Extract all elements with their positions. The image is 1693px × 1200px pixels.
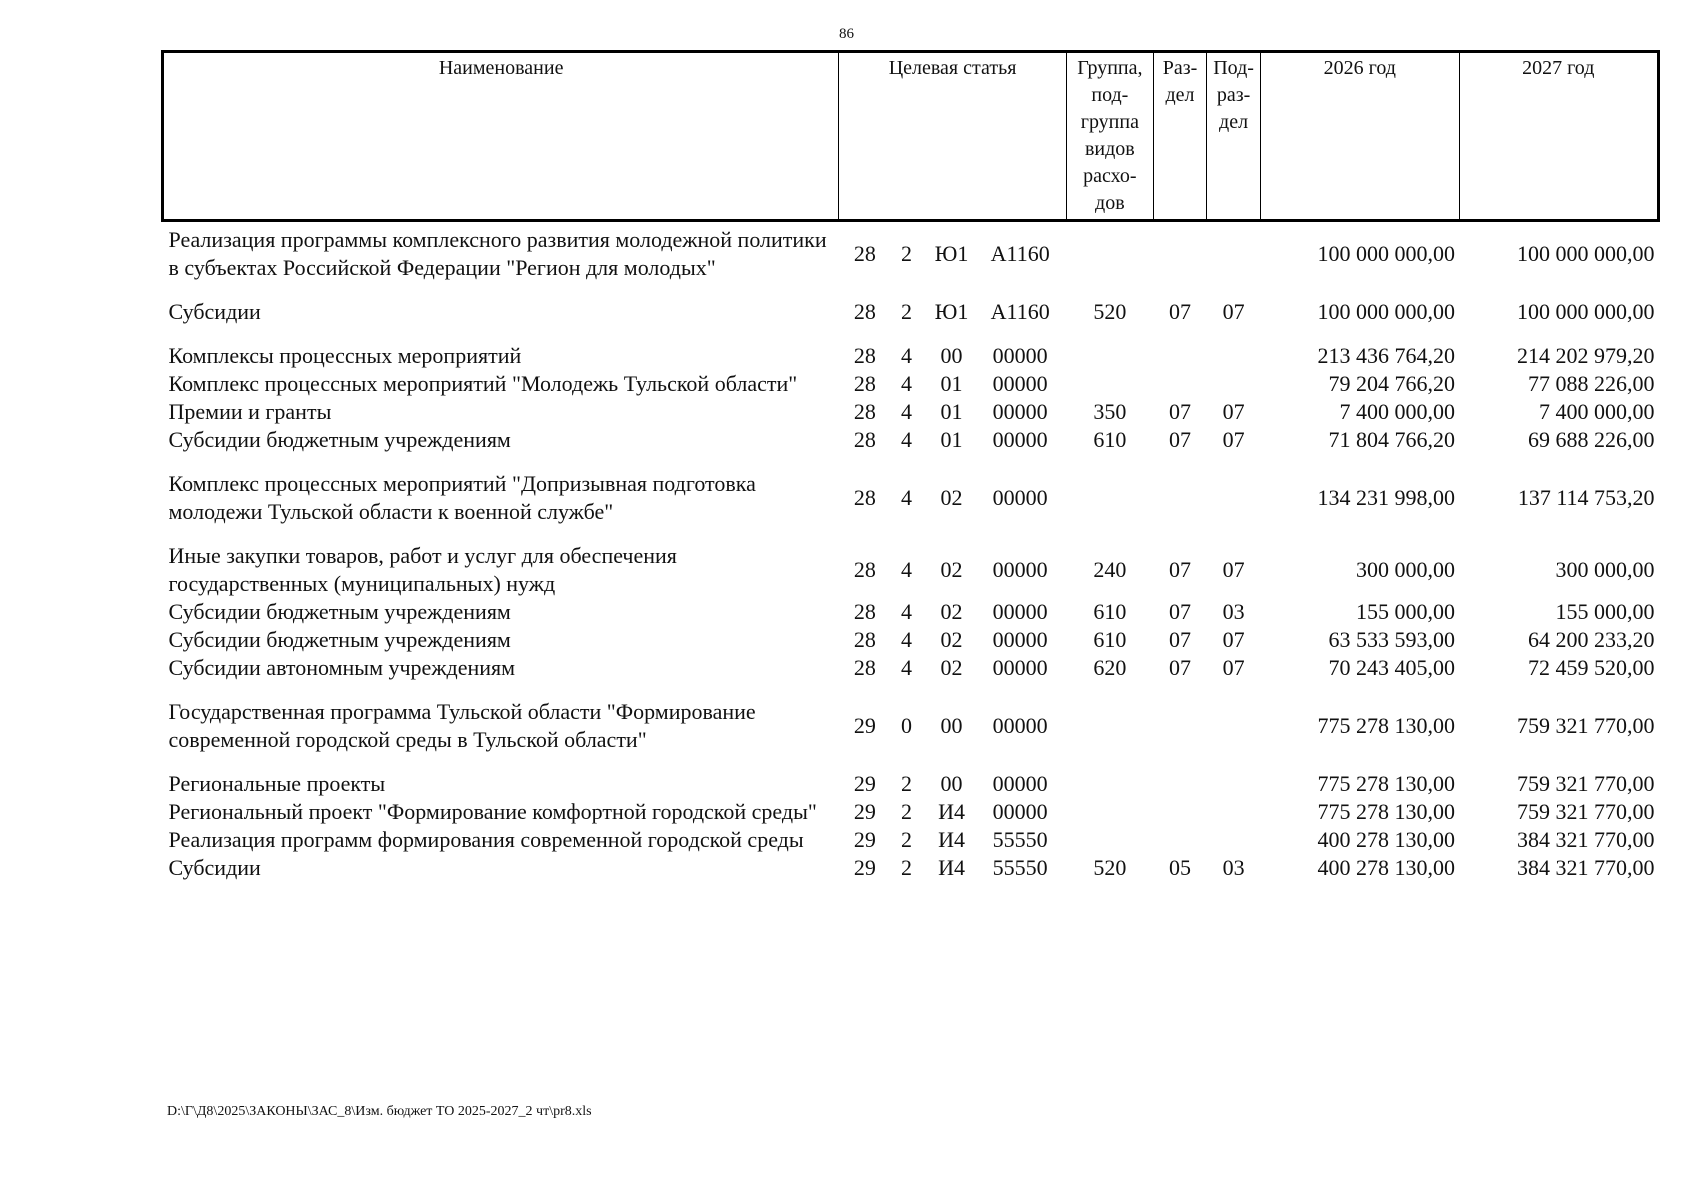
code-project: 02 (940, 627, 963, 652)
section (1153, 698, 1206, 770)
table-header-row (163, 52, 1659, 221)
code-program: 29 (853, 771, 876, 796)
row-name: Субсидии (168, 299, 261, 324)
table-row (163, 221, 1659, 299)
code-direction: А1160 (990, 299, 1050, 324)
header-group: Группа, под-группа видов расхо-дов (1066, 52, 1153, 221)
section: 07 (1168, 627, 1191, 652)
amount-2026: 213 436 764,20 (1317, 343, 1456, 368)
code-subprogram: 0 (900, 713, 912, 738)
code-subprogram: 4 (900, 627, 912, 652)
code-direction: 00000 (992, 399, 1048, 424)
section (1153, 770, 1206, 798)
table-row (163, 370, 1659, 398)
code-program: 29 (853, 855, 876, 880)
subsection: 07 (1222, 627, 1245, 652)
header-name: Наименование (163, 52, 839, 221)
code-project: 02 (940, 599, 963, 624)
table-row (163, 826, 1659, 854)
code-project: 01 (940, 399, 963, 424)
code-subprogram: 2 (900, 299, 912, 324)
code-subprogram: 4 (900, 485, 912, 510)
section: 07 (1168, 399, 1191, 424)
row-name: Субсидии бюджетным учреждениям (168, 427, 511, 452)
code-subprogram: 4 (900, 655, 912, 680)
section (1153, 370, 1206, 398)
subsection (1207, 342, 1261, 370)
amount-2027: 759 321 770,00 (1517, 771, 1655, 796)
code-program: 29 (853, 713, 876, 738)
code-program: 28 (853, 485, 876, 510)
table-row (163, 598, 1659, 626)
subsection (1207, 798, 1261, 826)
code-program: 28 (853, 599, 876, 624)
section: 07 (1168, 557, 1191, 582)
header-year-2026: 2026 год (1261, 52, 1459, 221)
amount-2027: 137 114 753,20 (1517, 485, 1655, 510)
amount-2027: 64 200 233,20 (1528, 627, 1655, 652)
code-program: 29 (853, 799, 876, 824)
header-section: Раз-дел (1153, 52, 1206, 221)
table-body (163, 221, 1659, 883)
section: 07 (1168, 655, 1191, 680)
code-program: 28 (853, 627, 876, 652)
section: 07 (1168, 427, 1191, 452)
code-program: 29 (853, 827, 876, 852)
table-row (163, 426, 1659, 470)
subsection: 07 (1222, 655, 1245, 680)
row-name: Субсидии (168, 855, 261, 880)
expense-group: 520 (1093, 299, 1127, 324)
code-direction: А1160 (990, 241, 1050, 266)
code-project: 02 (940, 557, 963, 582)
code-subprogram: 2 (900, 827, 912, 852)
code-direction: 00000 (992, 485, 1048, 510)
row-name: Региональный проект "Формирование комфортной городской среды" (168, 799, 817, 824)
code-direction: 00000 (992, 771, 1048, 796)
section: 07 (1168, 299, 1191, 324)
row-name: Субсидии бюджетным учреждениям (168, 599, 511, 624)
code-direction: 00000 (992, 557, 1048, 582)
expense-group: 350 (1093, 399, 1127, 424)
code-subprogram: 2 (900, 771, 912, 796)
row-name: Комплекс процессных мероприятий "Молодежь Тульской области" (168, 371, 798, 396)
code-project: И4 (938, 827, 965, 852)
amount-2027: 77 088 226,00 (1528, 371, 1655, 396)
amount-2027: 100 000 000,00 (1517, 241, 1655, 266)
section: 07 (1168, 599, 1191, 624)
amount-2026: 7 400 000,00 (1339, 399, 1456, 424)
footer-file-path: D:\Г\Д8\2025\ЗАКОНЫ\ЗАС_8\Изм. бюджет ТО 2025-2027_2 чт\pr8.xls (167, 1104, 592, 1119)
expense-group: 610 (1093, 427, 1127, 452)
expense-group: 240 (1093, 557, 1127, 582)
code-subprogram: 2 (900, 241, 912, 266)
code-direction: 55550 (992, 827, 1048, 852)
code-subprogram: 2 (900, 799, 912, 824)
code-project: 02 (940, 485, 963, 510)
table-row (163, 698, 1659, 770)
row-name: Иные закупки товаров, работ и услуг для обеспечения государственных (муниципальных) нужд (168, 543, 677, 596)
subsection (1207, 826, 1261, 854)
amount-2026: 63 533 593,00 (1328, 627, 1456, 652)
amount-2026: 100 000 000,00 (1317, 241, 1456, 266)
subsection: 07 (1222, 299, 1245, 324)
amount-2026: 71 804 766,20 (1328, 427, 1456, 452)
code-project: 00 (940, 713, 963, 738)
section (1153, 221, 1206, 299)
amount-2026: 70 243 405,00 (1328, 655, 1456, 680)
section: 05 (1168, 855, 1191, 880)
table-row (163, 770, 1659, 798)
amount-2026: 400 278 130,00 (1317, 855, 1456, 880)
code-direction: 00000 (992, 427, 1048, 452)
code-program: 28 (853, 371, 876, 396)
expense-group: 520 (1093, 855, 1127, 880)
page-number: 86 (839, 26, 854, 42)
expense-group (1066, 221, 1153, 299)
code-direction: 00000 (992, 371, 1048, 396)
code-direction: 00000 (992, 799, 1048, 824)
code-subprogram: 4 (900, 399, 912, 424)
code-project: 00 (940, 343, 963, 368)
expense-group (1066, 798, 1153, 826)
amount-2027: 100 000 000,00 (1517, 299, 1655, 324)
row-name: Субсидии автономным учреждениям (168, 655, 516, 680)
code-subprogram: 4 (900, 427, 912, 452)
amount-2027: 300 000,00 (1555, 557, 1655, 582)
amount-2026: 300 000,00 (1356, 557, 1456, 582)
code-direction: 00000 (992, 627, 1048, 652)
code-direction: 55550 (992, 855, 1048, 880)
code-subprogram: 4 (900, 343, 912, 368)
code-project: 00 (940, 771, 963, 796)
header-subsection: Под-раз-дел (1207, 52, 1261, 221)
amount-2026: 100 000 000,00 (1317, 299, 1456, 324)
header-target-item: Целевая статья (839, 52, 1066, 221)
expense-group (1066, 470, 1153, 542)
code-program: 28 (853, 343, 876, 368)
row-name: Комплекс процессных мероприятий "Допризывная подготовка молодежи Тульской области к военной службе" (168, 471, 756, 524)
header-year-2027: 2027 год (1459, 52, 1658, 221)
code-program: 28 (853, 557, 876, 582)
expense-group: 610 (1093, 599, 1127, 624)
expense-group (1066, 698, 1153, 770)
code-program: 28 (853, 399, 876, 424)
code-subprogram: 4 (900, 371, 912, 396)
amount-2027: 214 202 979,20 (1517, 343, 1655, 368)
subsection: 07 (1222, 557, 1245, 582)
section (1153, 470, 1206, 542)
amount-2027: 69 688 226,00 (1528, 427, 1655, 452)
code-project: И4 (938, 855, 965, 880)
amount-2027: 155 000,00 (1555, 599, 1655, 624)
code-program: 28 (853, 299, 876, 324)
code-direction: 00000 (992, 599, 1048, 624)
subsection (1207, 470, 1261, 542)
expense-group: 620 (1093, 655, 1127, 680)
row-name: Субсидии бюджетным учреждениям (168, 627, 511, 652)
subsection (1207, 698, 1261, 770)
code-direction: 00000 (992, 713, 1048, 738)
amount-2026: 775 278 130,00 (1317, 713, 1456, 738)
amount-2026: 400 278 130,00 (1317, 827, 1456, 852)
code-program: 28 (853, 655, 876, 680)
amount-2026: 79 204 766,20 (1328, 371, 1456, 396)
amount-2026: 775 278 130,00 (1317, 771, 1456, 796)
code-subprogram: 2 (900, 855, 912, 880)
table-row (163, 342, 1659, 370)
amount-2027: 759 321 770,00 (1517, 799, 1655, 824)
code-project: И4 (938, 799, 965, 824)
section (1153, 826, 1206, 854)
table-row (163, 298, 1659, 342)
section (1153, 342, 1206, 370)
amount-2027: 7 400 000,00 (1539, 399, 1655, 424)
expense-group (1066, 342, 1153, 370)
code-project: 01 (940, 427, 963, 452)
subsection (1207, 221, 1261, 299)
subsection: 03 (1222, 599, 1245, 624)
row-name: Реализация программ формирования современной городской среды (168, 827, 804, 852)
row-name: Комплексы процессных мероприятий (168, 343, 522, 368)
code-project: Ю1 (934, 241, 969, 266)
table-row (163, 398, 1659, 426)
subsection: 03 (1222, 855, 1245, 880)
table-row (163, 542, 1659, 598)
subsection: 07 (1222, 427, 1245, 452)
table-row (163, 798, 1659, 826)
table-row (163, 854, 1659, 882)
code-subprogram: 4 (900, 599, 912, 624)
amount-2026: 134 231 998,00 (1317, 485, 1456, 510)
expense-group (1066, 370, 1153, 398)
expense-group (1066, 770, 1153, 798)
expense-group (1066, 826, 1153, 854)
code-subprogram: 4 (900, 557, 912, 582)
row-name: Региональные проекты (168, 771, 386, 796)
code-direction: 00000 (992, 343, 1048, 368)
table-row (163, 470, 1659, 542)
section (1153, 798, 1206, 826)
amount-2026: 155 000,00 (1356, 599, 1456, 624)
amount-2027: 72 459 520,00 (1528, 655, 1655, 680)
amount-2026: 775 278 130,00 (1317, 799, 1456, 824)
row-name: Реализация программы комплексного развития молодежной политики в субъектах Российской Федерации "Регион для молодых" (168, 227, 827, 280)
subsection (1207, 770, 1261, 798)
row-name: Премии и гранты (168, 399, 332, 424)
code-project: 02 (940, 655, 963, 680)
code-program: 28 (853, 241, 876, 266)
code-project: Ю1 (934, 299, 969, 324)
code-direction: 00000 (992, 655, 1048, 680)
budget-table (161, 50, 1660, 882)
subsection: 07 (1222, 399, 1245, 424)
amount-2027: 384 321 770,00 (1517, 855, 1655, 880)
row-name: Государственная программа Тульской области "Формирование современной городской среды в Тульской области" (168, 699, 756, 752)
subsection (1207, 370, 1261, 398)
table-row (163, 626, 1659, 654)
amount-2027: 384 321 770,00 (1517, 827, 1655, 852)
code-project: 01 (940, 371, 963, 396)
expense-group: 610 (1093, 627, 1127, 652)
code-program: 28 (853, 427, 876, 452)
table-row (163, 654, 1659, 698)
amount-2027: 759 321 770,00 (1517, 713, 1655, 738)
